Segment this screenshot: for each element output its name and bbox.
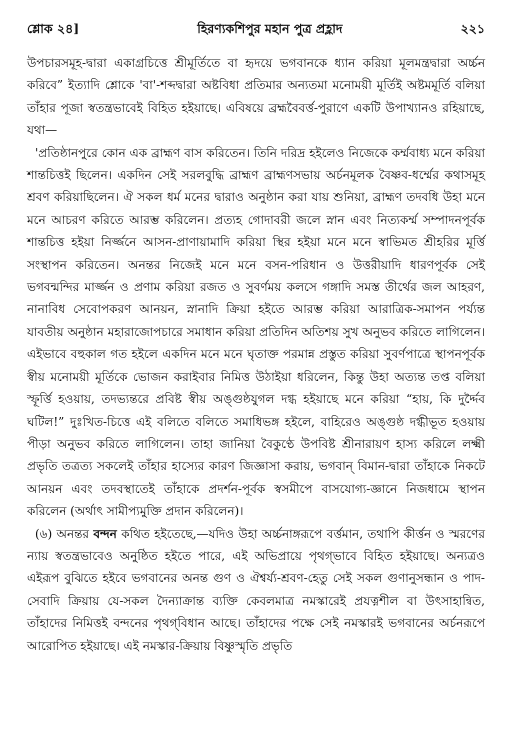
header-verse-ref: শ্লোক ২৪] [27,21,80,36]
header-chapter-title: হিরণ্যকশিপুর মহান পুত্র প্রহ্লাদ [197,21,343,36]
header-page-number: ২২১ [460,21,485,36]
running-header [27,16,485,42]
page-body [27,52,485,657]
paragraph-3-text: কথিত হইতেছে,—যদিও উহা অর্চ্চনাঙ্গরূপে বর্ত্তমান, তথাপি কীর্ত্তন ও স্মরণের ন্যায় স্বতন্ত্রভাবেও অনুষ্ঠিত হইতে পারে, এই অভিপ্রায়ে পৃথগ্‌ভাবে বিহিত হইয়াছে। অন্যত্রও এইরূপ বুঝিতে হইবে ভগবানের অনন্ত গুণ ও ঐশ্বর্য্য-শ্রবণ-হেতু সেই সকল গুণানুসন্ধান ও পাদ-সেবাদি ক্রিয়ায় যে-সকল দৈন্যাক্রান্ত ব্যক্তি কেবলমাত্র নমস্কারেই প্রযত্নশীল বা উৎসাহান্বিত, তাঁহাদের নিমিত্তই বন্দনের পৃথগ্‌বিধান আছে। তাঁহাদের পক্ষে সেই নমস্কারই ভগবানের অর্চনরূপে আরোপিত হইয়াছে। এই নমস্কার-ক্রিয়ায় বিষ্ণুস্মৃতি প্রভৃতি [27,526,485,653]
paragraph-1: উপচারসমূহ-দ্বারা একাগ্রচিত্তে শ্রীমূর্তিতে বা হৃদয়ে ভগবানকে ধ্যান করিয়া মূলমন্ত্রদ্বারা অর্চ্চন করিবে” ইত্যাদি শ্লোকে 'বা'-শব্দদ্বারা অষ্টবিধা প্রতিমার অন্যতমা মনোময়ী মূর্তিই অষ্টমমূর্তি বলিয়া তাঁহার পূজা স্বতন্ত্রভাবেই বিহিত হইয়াছে। এবিষয়ে ব্রহ্মবৈবর্ত্ত-পুরাণে একটি উপাখ্যানও রহিয়াছে, যথা— [27,56,485,138]
paragraph-2: 'প্রতিষ্ঠানপুরে কোন এক ব্রাহ্মণ বাস করিতেন। তিনি দরিদ্র হইলেও নিজেকে কর্ম্মবাধ্য মনে করিয়া শান্তচিত্তই ছিলেন। একদিন সেই সরলবুদ্ধি ব্রাহ্মণ ব্রাহ্মণসভায় অর্চনমূলক বৈষ্ণব-ধর্ম্মের কথাসমূহ শ্রবণ করিয়াছিলেন। ঐ সকল ধর্ম মনের দ্বারাও অনুষ্ঠান করা যায় শুনিয়া, ব্রাহ্মণ তদবধি উহা মনে মনে আচরণ করিতে আরম্ভ করিলেন। প্রত্যহ গোদাবরী জলে স্নান এবং নিত্যকর্ম্ম সম্পাদনপূর্বক শান্তচিত্ত হইয়া নির্জ্জনে আসন-প্রাণায়ামাদি করিয়া স্থির হইয়া মনে মনে স্বাভিমত শ্রীহরির মূর্ত্তি সংস্থাপন করিতেন। অনন্তর নিজেই মনে মনে বসন-পরিধান ও উত্তরীয়াদি ধারণপূর্বক সেই ভগবন্মন্দির মার্জ্জন ও প্রণাম করিয়া রজত ও সুবর্ণময় কলসে গঙ্গাদি সমস্ত তীর্থের জল আহরণ, নানাবিধ সেবোপকরণ আনয়ন, স্নানাদি ক্রিয়া হইতে আরম্ভ করিয়া আরাত্রিক-সমাপন পর্য্যন্ত যাবতীয় অনুষ্ঠান মহারাজোপচারে সমাধান করিয়া প্রতিদিন অতিশয় সুখ অনুভব করিতে লাগিলেন। এইভাবে বহুকাল গত হইলে একদিন মনে মনে ঘৃতাক্ত পরমান্ন প্রস্তুত করিয়া সুবর্ণপাত্রে স্থাপনপূর্বক স্বীয় মনোময়ী মূর্তিকে ভোজন করাইবার নিমিত্ত উঠাইয়া ধরিলেন, কিন্তু উহা অত্যন্ত তপ্ত বলিয়া স্ফূর্ত্তি হওয়ায়, তদভ্যন্তরে প্রবিষ্ট স্বীয় অঙ্গুষ্ঠযুগল দগ্ধ হইয়াছে মনে করিয়া “হায়, কি দুর্দ্দৈব ঘটিল!” দুঃখিত-চিত্তে এই বলিতে বলিতে সমাধিভঙ্গ হইলে, বাহিরেও অঙ্গুষ্ঠ দগ্ধীভূত হওয়ায় পীড়া অনুভব করিতে লাগিলেন। তাহা জানিয়া বৈকুণ্ঠে উপবিষ্ট শ্রীনারায়ণ হাস্য করিলে লক্ষ্মী প্রভৃতি তত্রত্য সকলেই তাঁহার হাস্যের কারণ জিজ্ঞাসা করায়, ভগবান্ বিমান-দ্বারা তাঁহাকে নিকটে আনয়ন এবং তদবস্থাতেই তাঁহাকে প্রদর্শন-পূর্বক স্বসমীপে বাসযোগ্য-জ্ঞানে নিজধামে স্থাপন করিলেন (অর্থাৎ সামীপ্যমুক্তি প্রদান করিলেন)। [27,145,485,519]
paragraph-3 [27,523,485,657]
paragraph-3-prefix: (৬) অনন্তর [35,526,94,541]
paragraph-3-bold-term: বন্দন [93,526,117,541]
